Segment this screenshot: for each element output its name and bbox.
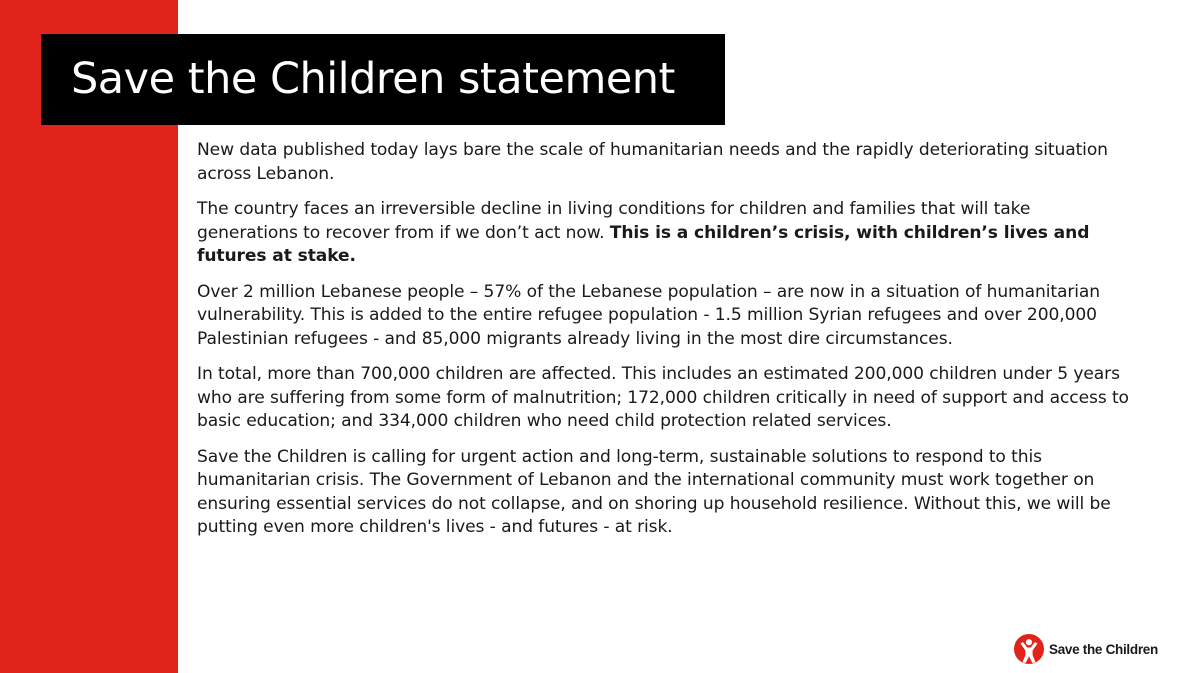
logo-text: Save the Children bbox=[1049, 641, 1158, 657]
title-box bbox=[41, 34, 725, 125]
paragraph-2 bbox=[197, 198, 1132, 269]
paragraph-4-text: In total, more than 700,000 children are affected. This includes an estimated 200,000 children under 5 years who are suffering from some form of malnutrition; 172,000 children critically in need of support and access to basic education; and 334,000 children who need child protection related services. bbox=[197, 364, 1129, 431]
paragraph-5-text: Save the Children is calling for urgent action and long-term, sustainable solutions to respond to this humanitarian crisis. The Government of Lebanon and the international community must work together on ensuring essential services do not collapse, and on shoring up household resilience. Without this, we will be putting even more children's lives - and futures - at risk. bbox=[197, 446, 1111, 537]
paragraph-4 bbox=[197, 363, 1132, 434]
paragraph-1-text: New data published today lays bare the scale of humanitarian needs and the rapidly deteriorating situation across Lebanon. bbox=[197, 140, 1108, 184]
statement-body bbox=[197, 139, 1132, 552]
paragraph-2-bold-text: This is a children’s crisis, with children’s lives and futures at stake. bbox=[197, 222, 1090, 266]
paragraph-2-text: The country faces an irreversible decline in living conditions for children and families that will take generations to recover from if we don’t act now. bbox=[197, 199, 1031, 243]
save-the-children-logo bbox=[1014, 633, 1158, 665]
slide-title: Save the Children statement bbox=[71, 54, 675, 104]
paragraph-3-text: Over 2 million Lebanese people – 57% of the Lebanese population – are now in a situation of humanitarian vulnerability. This is added to the entire refugee population - 1.5 million Syrian refugees and over 200,000 Palestinian refugees - and 85,000 migrants already living in the most dire circumstances. bbox=[197, 281, 1101, 349]
paragraph-1 bbox=[197, 139, 1132, 186]
save-the-children-logo-icon bbox=[1014, 634, 1044, 664]
paragraph-3 bbox=[197, 281, 1132, 352]
paragraph-5 bbox=[197, 446, 1132, 540]
